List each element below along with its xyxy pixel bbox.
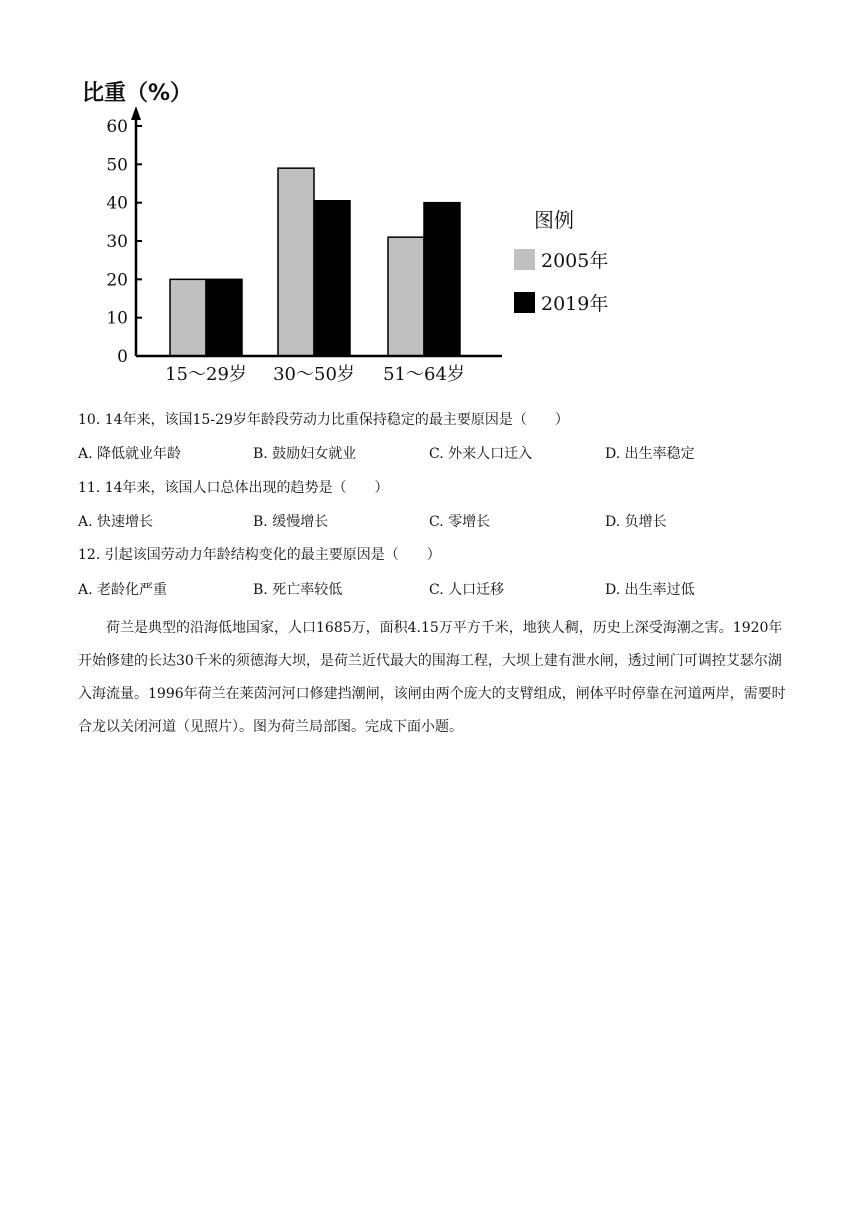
bar-2019-3 [424,203,460,356]
bar-2019-1 [206,279,242,356]
legend-swatch-2005 [514,249,535,270]
legend-label-2005: 2005年 [541,250,609,272]
bar-2005-2 [278,168,314,356]
option-c: C. 零增长 [429,514,491,530]
option-d: D. 负增长 [605,514,667,530]
x-tick-label: 30～50岁 [273,364,355,385]
option-b: B. 缓慢增长 [253,514,329,530]
question-10-stem: 10. 14年来，该国15-29岁年龄段劳动力比重保持稳定的最主要原因是（ ） [78,412,569,428]
passage [78,612,790,744]
legend-title: 图例 [534,208,574,232]
y-tick-label: 60 [106,117,128,137]
option-d: D. 出生率稳定 [605,446,695,462]
passage-text: 荷兰是典型的沿海低地国家，人口1685万，面积4.15万平方千米，地狭人稠，历史上深受海潮之害。1920年开始修建的长达30千米的须德海大坝，是荷兰近代最大的围海工程，大坝上建有泄水闸，透过闸门可调控艾瑟尔湖入海流量。1996年荷兰在莱茵河河口修建挡潮闸，该闸由两个庞大的支臂组成，闸体平时停靠在河道两岸，需要时合龙以关闭河道（见照片）。图为荷兰局部图。完成下面小题。 [78,620,786,735]
question-12-stem: 12. 引起该国劳动力年龄结构变化的最主要原因是（ ） [78,547,441,563]
bars [170,168,460,356]
bar-2005-1 [170,279,206,356]
legend [514,208,608,315]
y-tick-label: 30 [106,232,128,252]
y-tick-label: 50 [106,155,128,176]
option-a: A. 快速增长 [78,514,154,530]
x-tick-label: 51～64岁 [383,364,465,385]
bar-2005-3 [388,237,424,356]
x-axis-tick-labels [165,364,465,385]
bar-chart [70,72,630,392]
option-a: A. 降低就业年龄 [78,446,182,462]
option-a: A. 老龄化严重 [78,582,168,598]
option-d: D. 出生率过低 [605,582,695,598]
y-tick-label: 0 [117,347,128,367]
y-tick-label: 10 [106,308,128,329]
option-b: B. 鼓励妇女就业 [253,446,357,462]
question-11-stem: 11. 14年来，该国人口总体出现的趋势是（ ） [78,480,389,496]
bar-2019-2 [314,201,350,356]
x-tick-label: 15～29岁 [165,364,247,385]
option-b: B. 死亡率较低 [253,582,343,598]
legend-swatch-2019 [514,292,535,313]
option-c: C. 人口迁移 [429,582,505,598]
y-axis-arrow [131,106,141,120]
legend-label-2019: 2019年 [541,293,609,315]
y-tick-label: 40 [106,193,128,214]
y-tick-label: 20 [106,270,128,291]
option-c: C. 外来人口迁入 [429,446,533,462]
y-axis-label: 比重（%） [82,81,193,106]
